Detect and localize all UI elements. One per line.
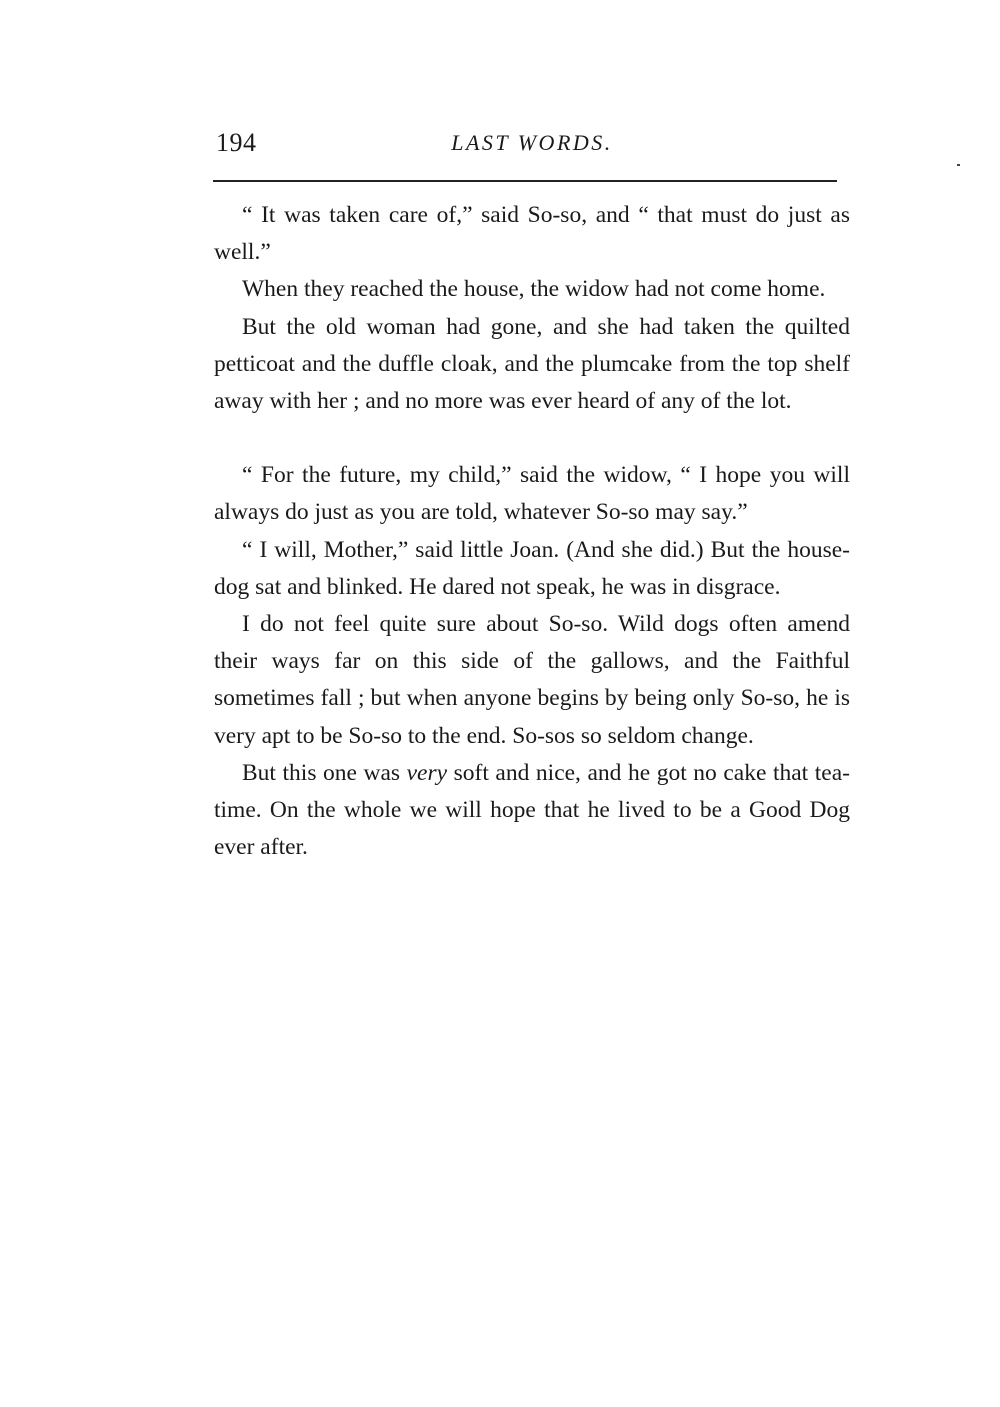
paragraph: But the old woman had gone, and she had taken the quilted petticoat and the duffle cloak, and the plumcake from the top shelf away with her ; and no more was ever heard of any of the lot. xyxy=(214,313,850,415)
body-text xyxy=(214,197,850,866)
page-header xyxy=(213,128,837,168)
text-run: But this one was xyxy=(242,759,407,786)
text-run: soft and nice, and he got no cake that tea-time. On the whole we will hope that he lived to be a Good Dog ever after. xyxy=(214,759,850,861)
paragraph: “ It was taken care of,” said So-so, and “ that must do just as well.” xyxy=(214,202,850,266)
emphasis: very xyxy=(406,759,448,786)
print-speck xyxy=(957,164,960,166)
paragraph: “ I will, Mother,” said little Joan. (And she did.) But the house-dog sat and blinked. He dared not speak, he was in disgrace. xyxy=(214,536,850,600)
header-rule xyxy=(213,180,837,182)
paragraph-last xyxy=(214,755,850,867)
paragraph: “ For the future, my child,” said the widow, “ I hope you will always do just as you are told, whatever So-so may say.” xyxy=(214,462,850,526)
paragraph: When they reached the house, the widow had not come home. xyxy=(242,276,826,303)
paragraph: I do not feel quite sure about So-so. Wild dogs often amend their ways far on this side of the gallows, and the Faithful sometimes fall ; but when anyone begins by being only So-so, he is very apt to be So-so to the end. So-sos so seldom change. xyxy=(214,611,850,749)
running-title: LAST WORDS. xyxy=(451,130,613,155)
page-number: 194 xyxy=(216,128,257,157)
